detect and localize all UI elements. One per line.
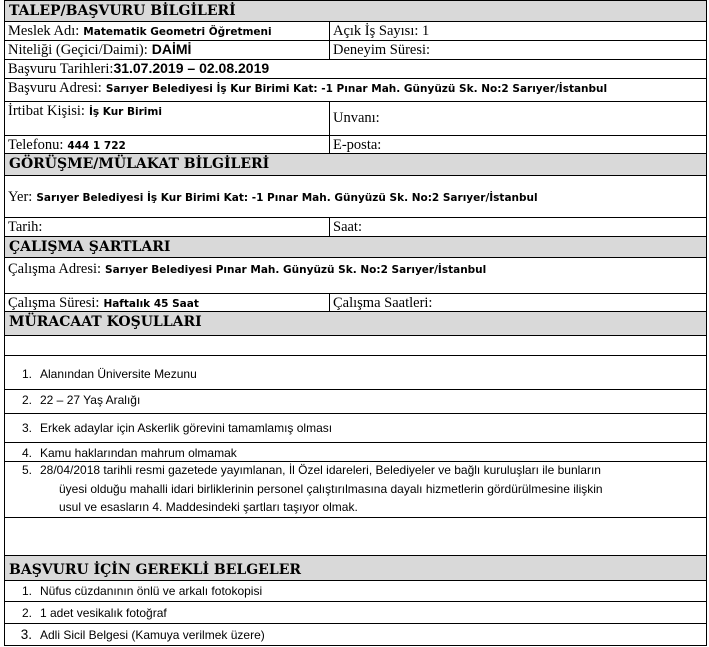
meslek-cell	[5, 22, 272, 40]
eposta-label: E-posta:	[333, 137, 382, 153]
list-item	[4, 602, 707, 624]
basvuru-tarih-cell	[5, 60, 706, 78]
calisma-saatleri-label: Çalışma Saatleri:	[333, 295, 433, 311]
gorusme-yer-label: Yer:	[8, 189, 33, 205]
row-irtibat	[4, 102, 707, 136]
calisma-saatleri-cell	[329, 294, 706, 311]
section-header-talep: TALEP/BAŞVURU BİLGİLERİ	[4, 0, 707, 22]
deneyim-label: Deneyim Süresi:	[333, 42, 431, 58]
calisma-adres-label: Çalışma Adresi:	[8, 261, 102, 277]
belge-num: 3.	[20, 627, 32, 642]
nitelik-cell	[5, 41, 191, 59]
muracaat-item5-line2: üyesi olduğu mahalli idari birliklerinin personel çalıştırılmasına dayalı hizmetlerin gördürülmesine ilişkin	[59, 482, 603, 496]
meslek-value: Matematik Geometri Öğretmeni	[83, 26, 272, 38]
row-nitelik	[4, 41, 707, 60]
muracaat-num: 4.	[21, 446, 32, 460]
row-telefon	[4, 136, 707, 154]
list-item	[4, 624, 707, 646]
list-item	[4, 581, 707, 602]
telefon-label: Telefonu:	[8, 137, 64, 153]
acik-is-cell	[329, 22, 706, 40]
gorusme-tarih-cell	[5, 218, 42, 236]
telefon-value: 444 1 722	[67, 140, 126, 152]
gorusme-tarih-label: Tarih:	[8, 219, 43, 235]
muracaat-num: 1.	[21, 367, 32, 381]
calisma-sure-cell	[5, 294, 199, 311]
basvuru-tarih-value: 31.07.2019 – 02.08.2019	[113, 60, 270, 76]
muracaat-spacer-bottom	[4, 518, 707, 556]
muracaat-num: 5.	[21, 463, 32, 477]
row-gorusme-yer	[4, 176, 707, 218]
row-calisma-sure	[4, 294, 707, 312]
unvan-label: Unvanı:	[333, 110, 380, 126]
application-form	[4, 0, 707, 647]
irtibat-value: İş Kur Birimi	[88, 106, 162, 118]
list-item	[4, 443, 707, 462]
nitelik-value: DAİMİ	[151, 41, 192, 57]
gorusme-yer-value: Sarıyer Belediyesi İş Kur Birimi Kat: -1 Pınar Mah. Günyüzü Sk. No:2 Sarıyer/İstanbul	[36, 192, 538, 204]
gorusme-saat-cell	[329, 218, 706, 236]
section-header-gorusme: GÖRÜŞME/MÜLAKAT BİLGİLERİ	[4, 154, 707, 176]
calisma-adres-value: Sarıyer Belediyesi Pınar Mah. Günyüzü Sk. No:2 Sarıyer/İstanbul	[105, 264, 487, 276]
muracaat-spacer-top	[4, 336, 707, 356]
irtibat-label: İrtibat Kişisi:	[8, 103, 85, 119]
section-header-belgeler: BAŞVURU İÇİN GEREKLİ BELGELER	[4, 556, 707, 581]
basvuru-adres-label: Başvuru Adresi:	[8, 80, 102, 96]
row-basvuru-tarih	[4, 60, 707, 79]
acik-is-label: Açık İş Sayısı: 1	[333, 23, 430, 39]
basvuru-adres-value: Sarıyer Belediyesi İş Kur Birimi Kat: -1 Pınar Mah. Günyüzü Sk. No:2 Sarıyer/İstanbul	[105, 83, 608, 95]
telefon-cell	[5, 136, 126, 153]
muracaat-num: 3.	[21, 421, 32, 435]
nitelik-label: Niteliği (Geçici/Daimi):	[8, 42, 148, 58]
muracaat-text: 22 – 27 Yaş Aralığı	[40, 393, 141, 407]
eposta-cell	[329, 136, 706, 153]
calisma-adres-cell	[5, 258, 706, 293]
list-item	[4, 462, 707, 518]
row-gorusme-tarih	[4, 218, 707, 237]
muracaat-text: Erkek adaylar için Askerlik görevini tamamlamış olması	[40, 421, 333, 435]
list-item	[4, 356, 707, 390]
unvan-cell	[329, 102, 706, 135]
belge-num: 1.	[21, 584, 32, 598]
list-item	[4, 414, 707, 443]
deneyim-cell	[329, 41, 706, 59]
section-header-calisma: ÇALIŞMA ŞARTLARI	[4, 237, 707, 258]
gorusme-yer-cell	[5, 176, 706, 217]
gorusme-saat-label: Saat:	[333, 219, 362, 235]
muracaat-item5-line3: usul ve esasların 4. Maddesindeki şartları taşıyor olmak.	[59, 500, 358, 514]
meslek-label: Meslek Adı:	[8, 23, 80, 39]
calisma-sure-value: Haftalık 45 Saat	[103, 298, 199, 310]
muracaat-text: Alanından Üniversite Mezunu	[40, 367, 197, 381]
belge-text: Nüfus cüzdanının önlü ve arkalı fotokopisi	[40, 584, 263, 598]
row-calisma-adres	[4, 258, 707, 294]
basvuru-tarih-label: Başvuru Tarihleri:	[8, 61, 114, 77]
basvuru-adres-cell	[5, 79, 706, 101]
list-item	[4, 390, 707, 414]
row-basvuru-adres	[4, 79, 707, 102]
row-meslek	[4, 22, 707, 41]
muracaat-text: 28/04/2018 tarihli resmi gazetede yayımlanan, İl Özel idareleri, Belediyeler ve bağlı kuruluşları ile bunların	[40, 463, 601, 477]
irtibat-cell	[5, 102, 162, 135]
calisma-sure-label: Çalışma Süresi:	[8, 295, 100, 311]
section-header-muracaat: MÜRACAAT KOŞULLARI	[4, 312, 707, 336]
muracaat-num: 2.	[21, 393, 32, 407]
belge-num: 2.	[21, 606, 32, 620]
belge-text: Adli Sicil Belgesi (Kamuya verilmek üzere)	[40, 628, 265, 642]
belge-text: 1 adet vesikalık fotoğraf	[40, 606, 167, 620]
muracaat-text: Kamu haklarından mahrum olmamak	[40, 446, 237, 460]
